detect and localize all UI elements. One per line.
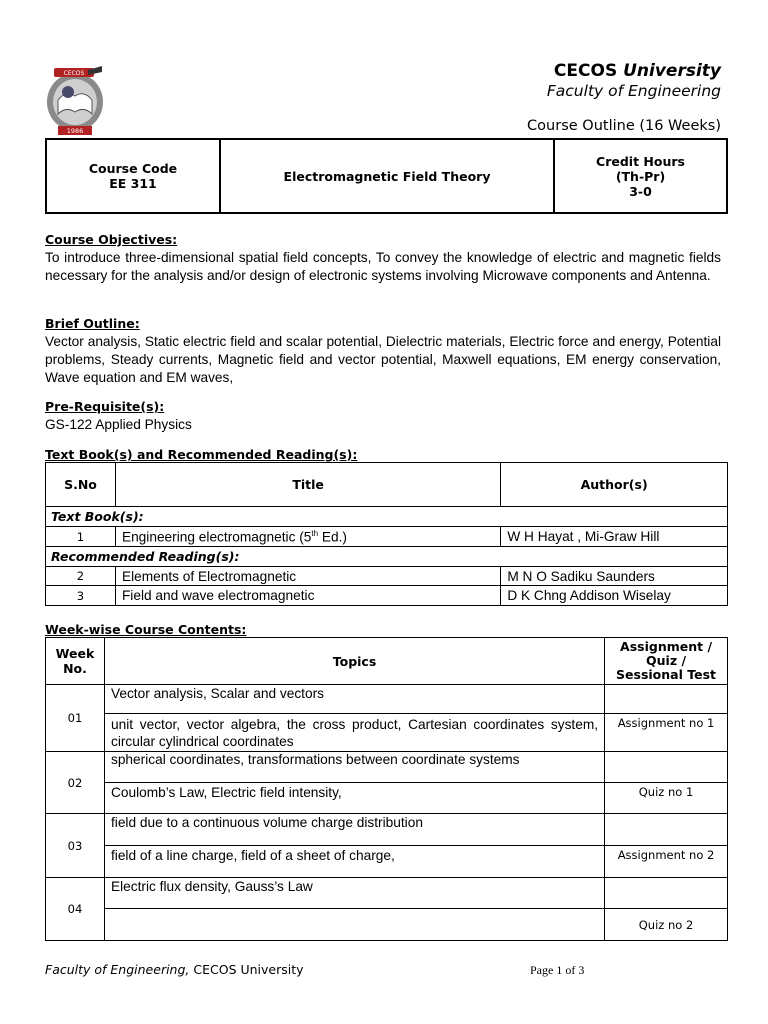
footer-faculty: Faculty of Engineering, CECOS University	[45, 962, 304, 977]
week-assessment: Quiz no 1	[605, 783, 728, 814]
week-assessment	[605, 814, 728, 846]
recommended-label: Recommended Reading(s):	[46, 547, 728, 567]
col-week: Week No.	[46, 638, 105, 685]
week-topic: unit vector, vector algebra, the cross product, Cartesian coordinates system, circular cylindrical coordinates	[104, 714, 604, 752]
course-outline-title: Course Outline (16 Weeks)	[527, 118, 721, 134]
faculty-name: Faculty of Engineering	[546, 82, 721, 100]
course-title-cell: Electromagnetic Field Theory	[221, 140, 555, 212]
week-assessment: Assignment no 1	[605, 714, 728, 752]
book-author: M N O Sadiku Saunders	[501, 567, 728, 586]
week-topic: field due to a continuous volume charge distribution	[104, 814, 604, 846]
week-assessment	[605, 878, 728, 909]
prerequisites-text: GS-122 Applied Physics	[45, 417, 192, 432]
table-row	[46, 846, 728, 878]
weeks-header-row	[46, 638, 728, 685]
course-objectives	[45, 231, 721, 285]
book-title: Engineering electromagnetic (5th Ed.)	[115, 527, 500, 547]
books-table	[45, 462, 728, 606]
logo-text: CECOS	[63, 70, 85, 77]
recommended-subheading-row	[46, 547, 728, 567]
table-row	[46, 909, 728, 941]
logo-year: 1986	[66, 127, 84, 135]
week-assessment	[605, 685, 728, 714]
weeks-heading: Week-wise Course Contents:	[45, 622, 247, 637]
brief-outline-heading: Brief Outline:	[45, 316, 140, 331]
textbook-label: Text Book(s):	[46, 507, 728, 527]
week-topic: Coulomb’s Law, Electric field intensity,	[104, 783, 604, 814]
table-row	[46, 783, 728, 814]
book-author: W H Hayat , Mi-Graw Hill	[501, 527, 728, 547]
week-assessment: Assignment no 2	[605, 846, 728, 878]
course-info-box	[45, 138, 728, 214]
week-topic: spherical coordinates, transformations between coordinate systems	[104, 752, 604, 783]
course-code-cell: Course Code EE 311	[47, 140, 221, 212]
textbook-subheading-row	[46, 507, 728, 527]
prerequisites	[45, 398, 721, 434]
week-topic: Electric flux density, Gauss’s Law	[104, 878, 604, 909]
week-number: 04	[46, 878, 105, 941]
credit-hours-cell: Credit Hours (Th-Pr) 3-0	[596, 153, 685, 199]
table-row	[46, 878, 728, 909]
table-row: 3 Field and wave electromagnetic D K Chng Addison Wiselay	[46, 586, 728, 606]
col-topics: Topics	[104, 638, 604, 685]
books-heading: Text Book(s) and Recommended Reading(s):	[45, 447, 358, 462]
university-title: CECOS University	[553, 61, 721, 81]
table-row	[46, 685, 728, 714]
table-row	[46, 814, 728, 846]
brief-outline-text: Vector analysis, Static electric field and scalar potential, Dielectric materials, Electric force and energy, Potential problems, Steady currents, Magnetic field and vector potential, Maxwell equations, EM energy conservation, Wave equation and EM waves,	[45, 334, 721, 385]
week-number: 02	[46, 752, 105, 814]
col-title: Title	[115, 463, 500, 507]
book-title: Field and wave electromagnetic	[115, 586, 500, 606]
prerequisites-heading: Pre-Requisite(s):	[45, 399, 165, 414]
col-sno: S.No	[46, 463, 116, 507]
col-assessment: Assignment / Quiz / Sessional Test	[605, 638, 728, 685]
weeks-table	[45, 637, 728, 941]
table-row: 1 Engineering electromagnetic (5th Ed.) W H Hayat , Mi-Graw Hill	[46, 527, 728, 547]
week-assessment: Quiz no 2	[605, 909, 728, 941]
objectives-heading: Course Objectives:	[45, 232, 178, 247]
book-author: D K Chng Addison Wiselay	[501, 586, 728, 606]
col-author: Author(s)	[501, 463, 728, 507]
table-row: 2 Elements of Electromagnetic M N O Sadiku Saunders	[46, 567, 728, 586]
objectives-text: To introduce three-dimensional spatial field concepts, To convey the knowledge of electric and magnetic fields necessary for the analysis and/or design of electronic systems involving Microwave components and Antenna.	[45, 250, 721, 283]
page-number: Page 1 of 3	[530, 963, 585, 977]
week-number: 03	[46, 814, 105, 878]
week-assessment	[605, 752, 728, 783]
table-row	[46, 752, 728, 783]
table-row	[46, 714, 728, 752]
week-topic	[104, 909, 604, 941]
week-number: 01	[46, 685, 105, 752]
book-title: Elements of Electromagnetic	[115, 567, 500, 586]
university-logo	[44, 62, 106, 136]
books-header-row	[46, 463, 728, 507]
brief-outline	[45, 315, 721, 387]
week-topic: Vector analysis, Scalar and vectors	[104, 685, 604, 714]
week-topic: field of a line charge, field of a sheet of charge,	[104, 846, 604, 878]
